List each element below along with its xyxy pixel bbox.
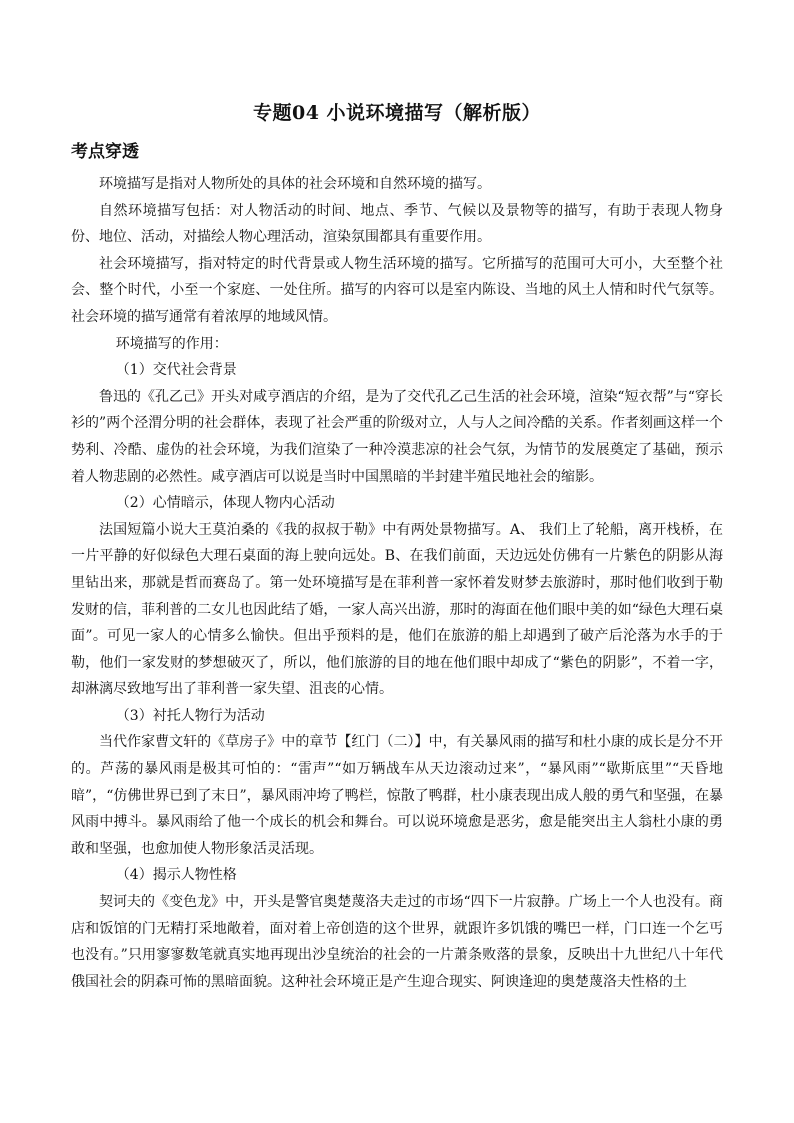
paragraph-functions-heading: 环境描写的作用： [115,335,228,352]
section-heading: 考点穿透 [71,142,139,162]
paragraph-chameleon: 契诃夫的《变色龙》中，开头是警官奥楚蔑洛夫走过的市场“四下一片寂静。广场上一个人也没有。商店和饭馆的门无精打采地敞着，面对着上帝创造的这个世界，就跟许多饥饿的嘴巴一样，门口连一个乞丐也没有。”只用寥寥数笔就真实地再现出沙皇统治的社会的一片萧条败落的景象，反映出十九世纪八十年代俄国社会的阴森可怖的黑暗面貌。这种社会环境正是产生迎合现实、阿谀逢迎的奥楚蔑洛夫性格的土 [71,894,723,990]
paragraph-kong-yiji: 鲁迅的《孔乙己》开头对咸亨酒店的介绍，是为了交代孔乙己生活的社会环境，渲染“短衣帮”与“穿长衫的”两个泾渭分明的社会群体，表现了社会严重的阶级对立，人与人之间冷酷的关系。作者刻画这样一个势利、冷酷、虚伪的社会环境，为我们渲染了一种冷漠悲凉的社会气氛，为情节的发展奠定了基础，预示着人物悲剧的必然性。咸亨酒店可以说是当时中国黑暗的半封建半殖民地社会的缩影。 [71,388,723,485]
subheading-behavior-contrast: （3）衬托人物行为活动 [115,707,265,724]
paragraph-uncle-jules: 法国短篇小说大王莫泊桑的《我的叔叔于勒》中有两处景物描写。A、 我们上了轮船，离开栈桥，在一片平静的好似绿色大理石桌面的海上驶向远处。B、在我们前面，天边远处仿佛有一片紫色的阴影从海里钻出来，那就是哲而赛岛了。第一处环境描写是在菲利普一家怀着发财梦去旅游时，那时他们收到于勒发财的信，菲利普的二女儿也因此结了婚，一家人高兴出游，那时的海面在他们眼中美的如“绿色大理石桌面”。可见一家人的心情多么愉快。但出乎预料的是，他们在旅游的船上却遇到了破产后沦落为水手的于勒，他们一家发财的梦想破灭了，所以，他们旅游的目的地在他们眼中却成了“紫色的阴影”，不着一字，却淋漓尽致地写出了菲利普一家失望、沮丧的心情。 [71,521,723,698]
paragraph-grass-house: 当代作家曹文轩的《草房子》中的章节【红门（二）】中，有关暴风雨的描写和杜小康的成长是分不开的。芦荡的暴风雨是极其可怕的：“雷声”“如万辆战车从天边滚动过来”，“暴风雨”“歇斯底里”“天昏地暗”，“仿佛世界已到了末日”，暴风雨冲垮了鸭栏，惊散了鸭群，杜小康表现出成人般的勇气和坚强，在暴风雨中搏斗。暴风雨给了他一个成长的机会和舞台。可以说环境愈是恶劣，愈是能突出主人翁杜小康的勇敢和坚强，也愈加使人物形象活灵活现。 [71,734,723,857]
subheading-social-background: （1）交代社会背景 [115,362,237,379]
paragraph-natural-environment: 自然环境描写包括：对人物活动的时间、地点、季节、气候以及景物等的描写，有助于表现人物身份、地位、活动，对描绘人物心理活动，渲染氛围都具有重要作用。 [71,202,723,246]
paragraph-definition: 环境描写是指对人物所处的具体的社会环境和自然环境的描写。 [99,176,491,192]
document-body [71,171,723,995]
document-title: 专题04 小说环境描写（解析版） [252,102,542,124]
paragraph-social-environment: 社会环境描写，指对特定的时代背景或人物生活环境的描写。它所描写的范围可大可小，大至整个社会、整个时代，小至一个家庭、一处住所。描写的内容可以是室内陈设、当地的风土人情和时代气氛等。社会环境的描写通常有着浓厚的地域风情。 [71,255,723,325]
subheading-character-reveal: （4）揭示人物性格 [115,867,237,884]
subheading-mood-hint: （2）心情暗示，体现人物内心活动 [115,495,335,512]
